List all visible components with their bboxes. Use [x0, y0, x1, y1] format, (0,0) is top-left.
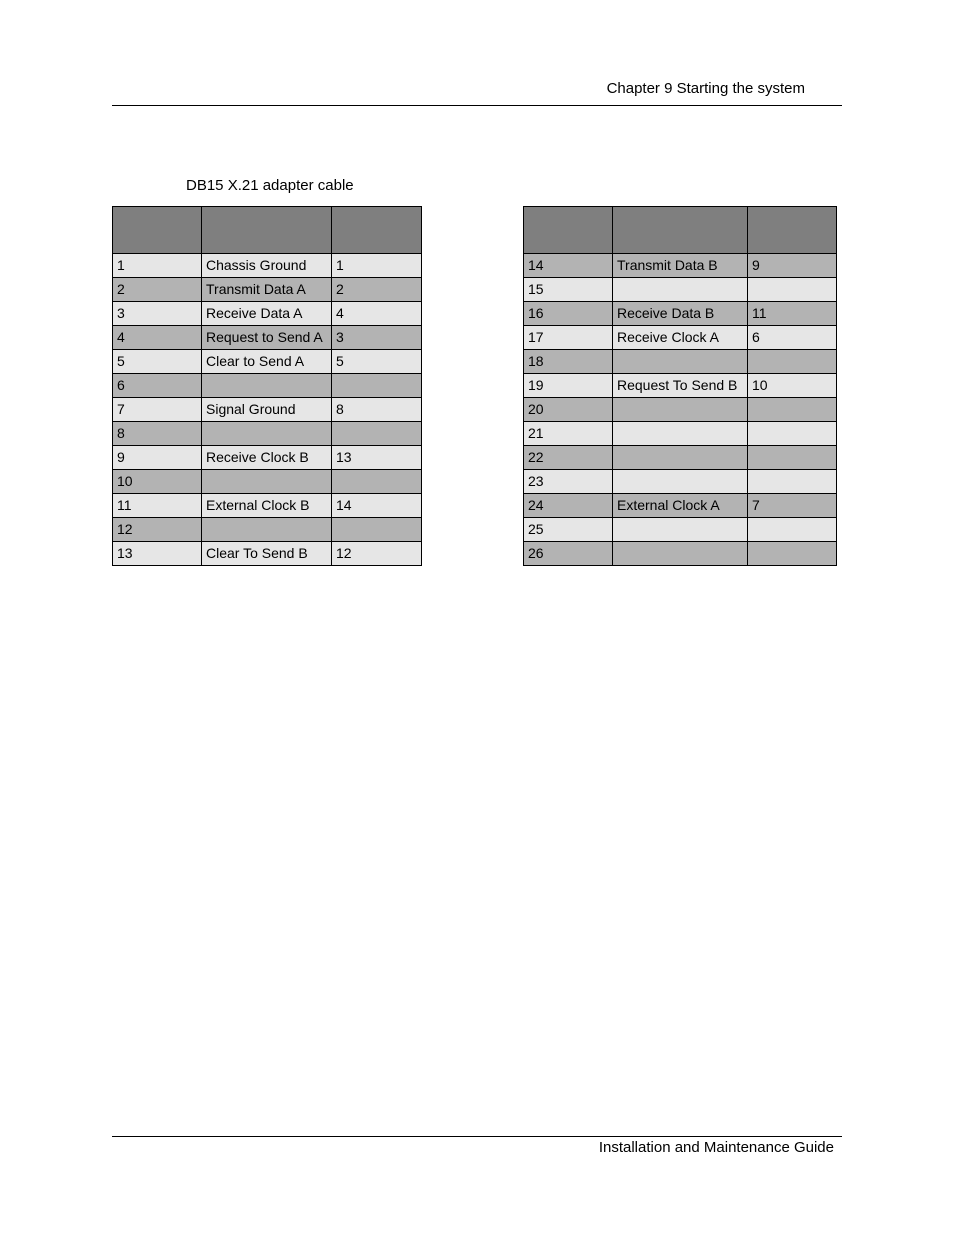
cell-pin-number: 19 [524, 374, 613, 398]
table-header-row [524, 207, 837, 254]
cell-db15-pin: 12 [332, 542, 422, 566]
table-row [524, 422, 837, 446]
cell-db15-pin [748, 350, 837, 374]
cell-db15-pin [332, 470, 422, 494]
cell-signal-name: Signal Ground [202, 398, 332, 422]
cell-db15-pin: 8 [332, 398, 422, 422]
table-row [113, 446, 422, 470]
cell-signal-name: Request to Send A [202, 326, 332, 350]
cell-signal-name [613, 350, 748, 374]
cell-db15-pin [748, 542, 837, 566]
cell-signal-name: Receive Data B [613, 302, 748, 326]
table-row [113, 326, 422, 350]
cell-signal-name: Receive Clock B [202, 446, 332, 470]
cell-pin-number: 18 [524, 350, 613, 374]
cell-db15-pin: 1 [332, 254, 422, 278]
cell-signal-name [202, 422, 332, 446]
table-body-left [113, 254, 422, 566]
table-row [113, 398, 422, 422]
cell-signal-name: Request To Send B [613, 374, 748, 398]
cell-db15-pin [332, 518, 422, 542]
table-row [113, 302, 422, 326]
table-row [524, 518, 837, 542]
header-rule [112, 105, 842, 106]
cell-pin-number: 24 [524, 494, 613, 518]
cell-pin-number: 11 [113, 494, 202, 518]
cell-signal-name [202, 470, 332, 494]
cell-signal-name [202, 374, 332, 398]
cell-db15-pin: 9 [748, 254, 837, 278]
cell-signal-name: Receive Clock A [613, 326, 748, 350]
cell-signal-name [613, 446, 748, 470]
cell-pin-number: 4 [113, 326, 202, 350]
header-cell-pin [113, 207, 202, 254]
cell-db15-pin [748, 422, 837, 446]
cell-db15-pin [748, 446, 837, 470]
table-row [524, 254, 837, 278]
header-cell-db15-pin [748, 207, 837, 254]
cell-signal-name [613, 278, 748, 302]
cell-signal-name: External Clock A [613, 494, 748, 518]
table-row [524, 470, 837, 494]
cell-pin-number: 21 [524, 422, 613, 446]
table-row [524, 302, 837, 326]
running-header: Chapter 9 Starting the system [606, 80, 805, 97]
cell-db15-pin: 3 [332, 326, 422, 350]
table-row [524, 326, 837, 350]
cell-db15-pin: 14 [332, 494, 422, 518]
cell-db15-pin [748, 518, 837, 542]
cell-db15-pin: 7 [748, 494, 837, 518]
cell-pin-number: 5 [113, 350, 202, 374]
cell-signal-name [613, 542, 748, 566]
cell-db15-pin: 6 [748, 326, 837, 350]
cell-pin-number: 12 [113, 518, 202, 542]
cell-pin-number: 6 [113, 374, 202, 398]
cell-signal-name: Receive Data A [202, 302, 332, 326]
cell-signal-name: Clear to Send A [202, 350, 332, 374]
table-row [113, 278, 422, 302]
cell-signal-name: Chassis Ground [202, 254, 332, 278]
table-row [524, 494, 837, 518]
cell-db15-pin: 13 [332, 446, 422, 470]
cell-db15-pin: 11 [748, 302, 837, 326]
pinout-table-right [523, 206, 837, 566]
table-row [113, 374, 422, 398]
cell-signal-name: Transmit Data A [202, 278, 332, 302]
table-row [524, 446, 837, 470]
cell-pin-number: 14 [524, 254, 613, 278]
cell-pin-number: 25 [524, 518, 613, 542]
cell-pin-number: 9 [113, 446, 202, 470]
table-row [113, 494, 422, 518]
table-header-row [113, 207, 422, 254]
table-row [524, 278, 837, 302]
cell-db15-pin: 4 [332, 302, 422, 326]
cell-signal-name: Clear To Send B [202, 542, 332, 566]
cell-pin-number: 8 [113, 422, 202, 446]
cell-pin-number: 3 [113, 302, 202, 326]
footer-rule [112, 1136, 842, 1137]
cell-db15-pin [748, 278, 837, 302]
cell-pin-number: 26 [524, 542, 613, 566]
cell-pin-number: 2 [113, 278, 202, 302]
table-row [113, 518, 422, 542]
table-caption: DB15 X.21 adapter cable [186, 177, 354, 194]
table-row [113, 542, 422, 566]
header-cell-db15-pin [332, 207, 422, 254]
cell-pin-number: 7 [113, 398, 202, 422]
cell-signal-name [202, 518, 332, 542]
cell-db15-pin: 5 [332, 350, 422, 374]
table-row [524, 374, 837, 398]
cell-signal-name: Transmit Data B [613, 254, 748, 278]
pinout-table-left [112, 206, 422, 566]
cell-pin-number: 15 [524, 278, 613, 302]
table-row [113, 254, 422, 278]
cell-signal-name [613, 518, 748, 542]
header-cell-signal [613, 207, 748, 254]
cell-pin-number: 22 [524, 446, 613, 470]
table-body-right [524, 254, 837, 566]
table-row [524, 350, 837, 374]
table-row [524, 398, 837, 422]
cell-pin-number: 23 [524, 470, 613, 494]
header-cell-pin [524, 207, 613, 254]
cell-signal-name [613, 398, 748, 422]
running-footer: Installation and Maintenance Guide [598, 1139, 834, 1156]
table-row [524, 542, 837, 566]
cell-pin-number: 16 [524, 302, 613, 326]
cell-db15-pin [332, 374, 422, 398]
header-cell-signal [202, 207, 332, 254]
cell-pin-number: 10 [113, 470, 202, 494]
cell-db15-pin: 10 [748, 374, 837, 398]
cell-pin-number: 17 [524, 326, 613, 350]
cell-pin-number: 20 [524, 398, 613, 422]
cell-signal-name [613, 470, 748, 494]
cell-signal-name [613, 422, 748, 446]
cell-db15-pin [748, 470, 837, 494]
cell-db15-pin [332, 422, 422, 446]
table-row [113, 350, 422, 374]
cell-pin-number: 1 [113, 254, 202, 278]
cell-db15-pin: 2 [332, 278, 422, 302]
table-row [113, 470, 422, 494]
cell-signal-name: External Clock B [202, 494, 332, 518]
cell-db15-pin [748, 398, 837, 422]
cell-pin-number: 13 [113, 542, 202, 566]
table-row [113, 422, 422, 446]
